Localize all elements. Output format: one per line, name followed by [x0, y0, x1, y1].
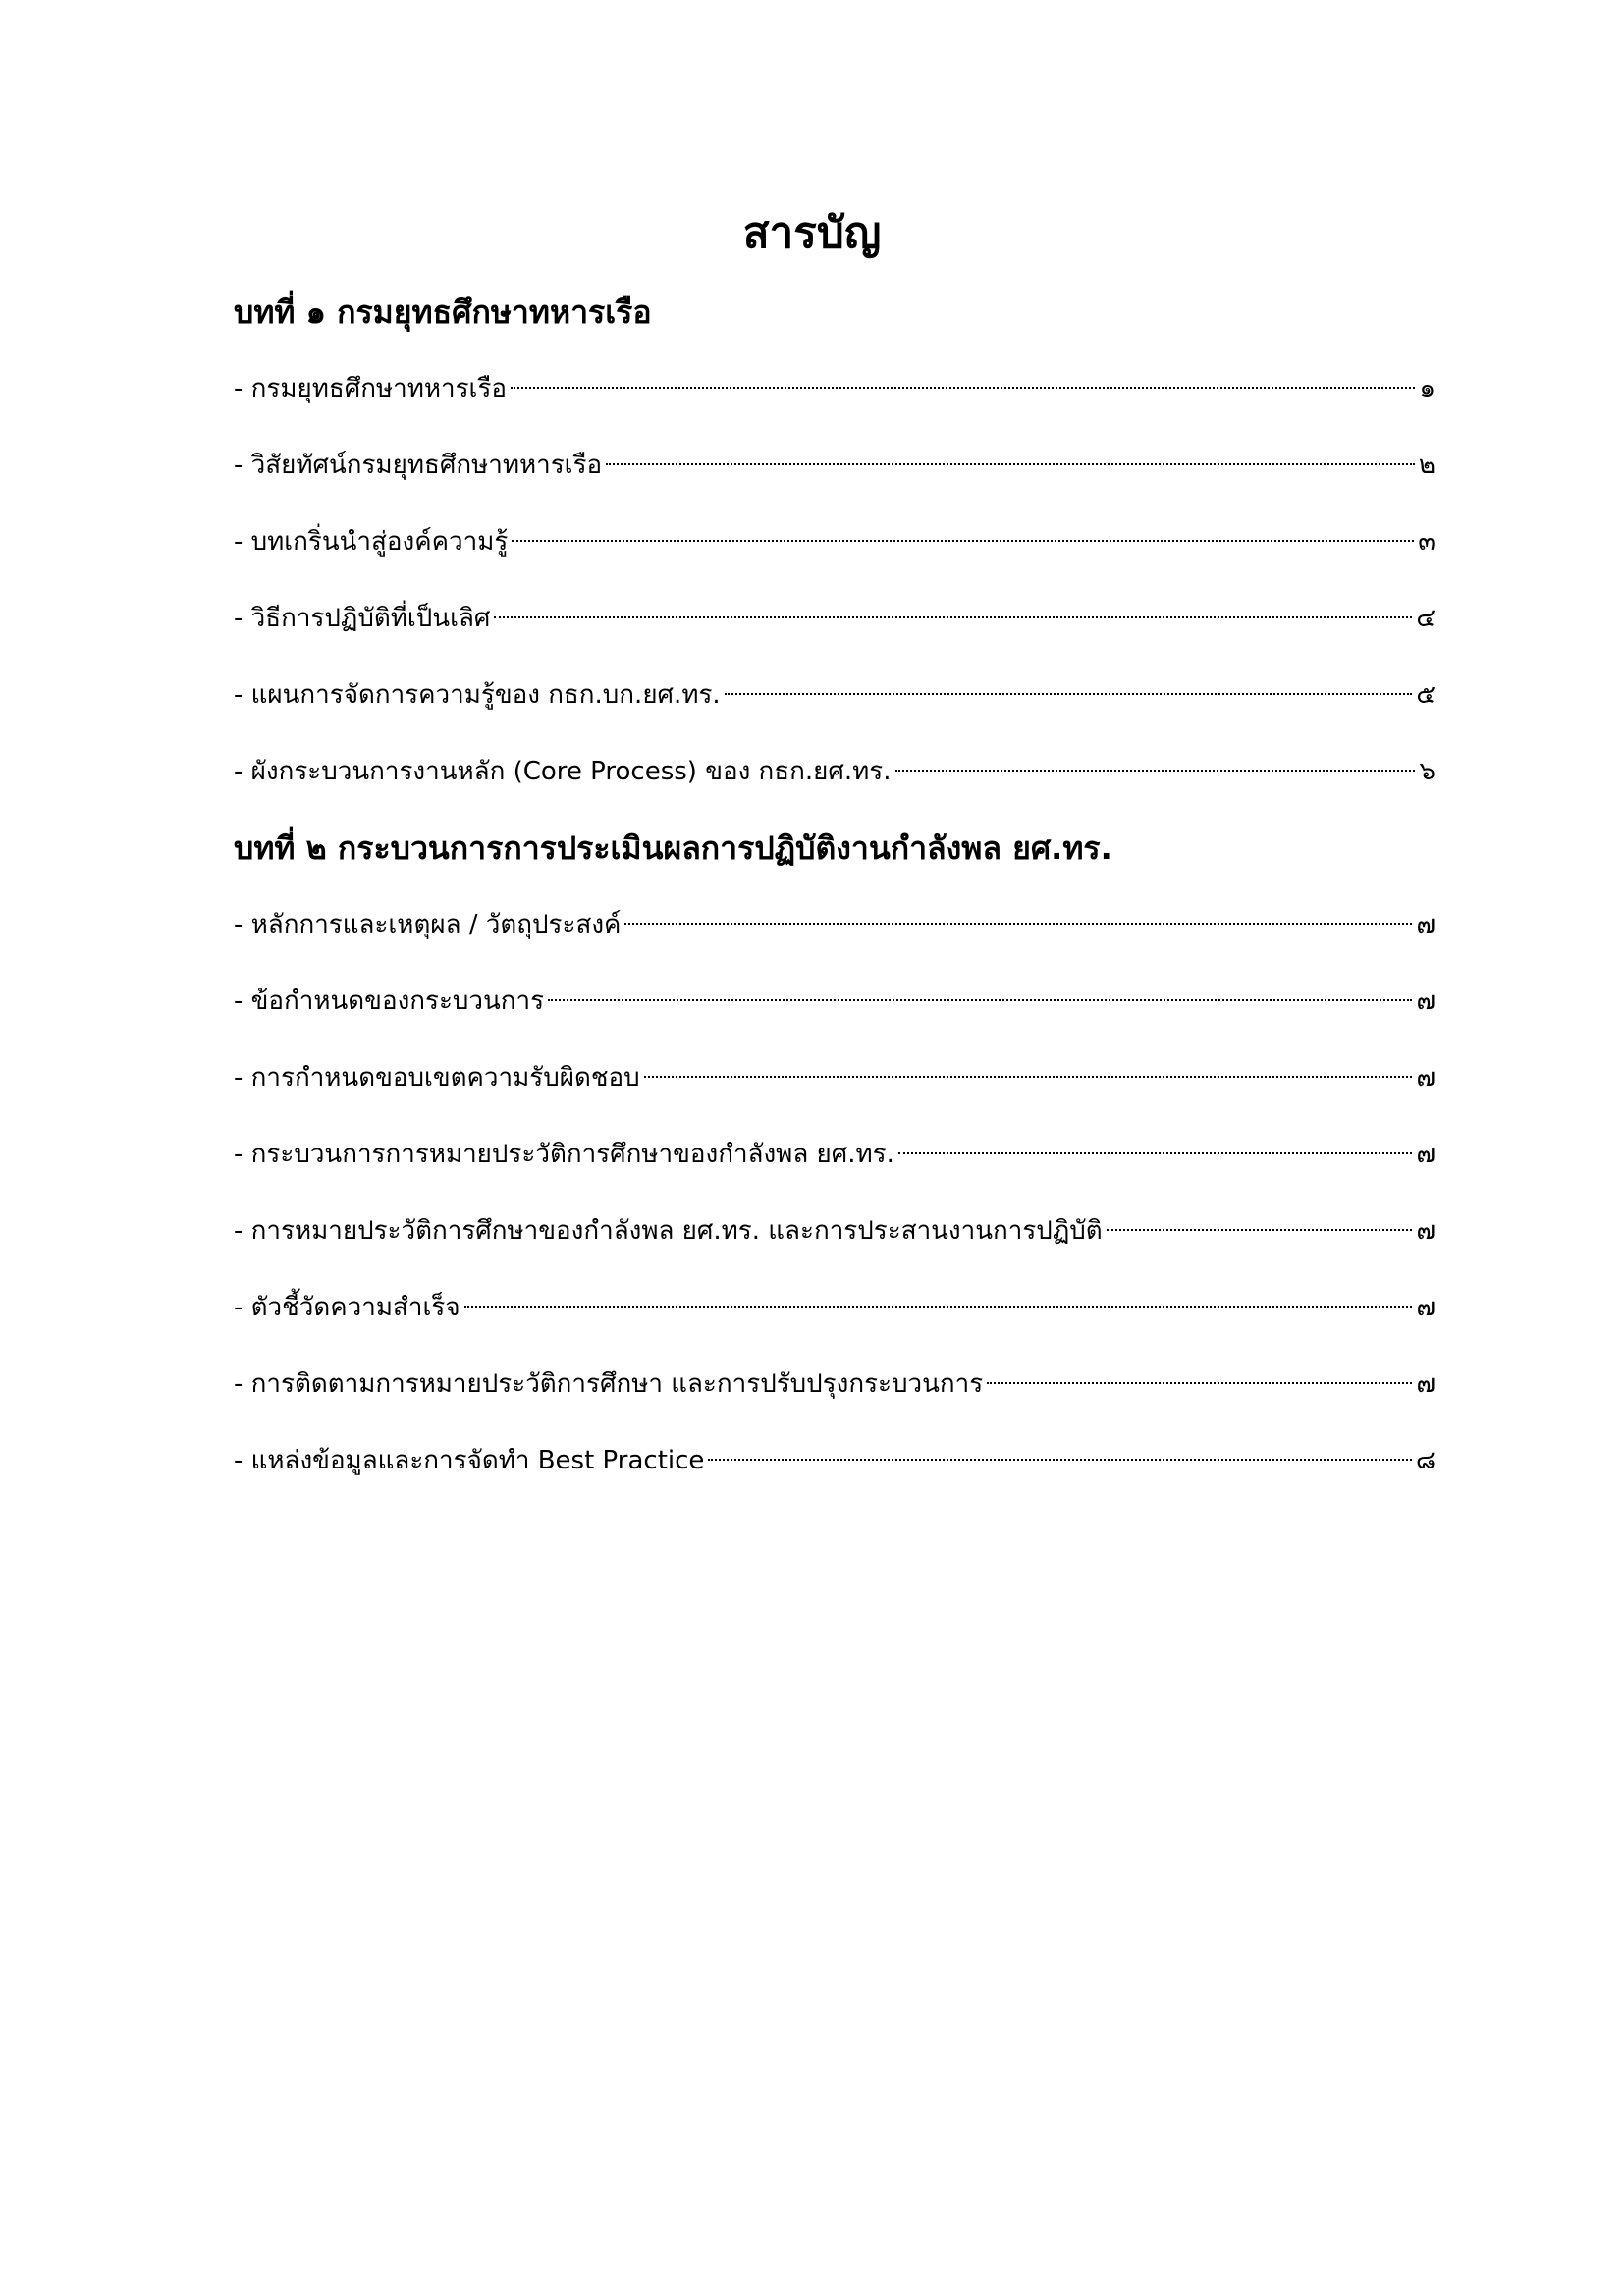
toc-entry: [234, 363, 1435, 414]
dot-leader: [895, 770, 1416, 772]
toc-entry-label: - กรมยุทธศึกษาทหารเรือ: [234, 374, 508, 403]
toc-entry: [234, 1282, 1435, 1333]
dot-leader: [548, 999, 1412, 1001]
toc-entry: [234, 899, 1435, 950]
toc-entry: [234, 669, 1435, 721]
toc-entry: [234, 1435, 1435, 1486]
dot-leader: [464, 1306, 1413, 1308]
toc-entry: [234, 516, 1435, 567]
toc-entry-page: ๒: [1418, 451, 1435, 480]
toc-entry-label: - การหมายประวัติการศึกษาของกำลังพล ยศ.ทร. และการประสานงานการปฏิบัติ: [234, 1216, 1103, 1246]
toc-entry-page: ๗: [1416, 1216, 1435, 1246]
toc-entry-label: - แผนการจัดการความรู้ของ กธก.บก.ยศ.ทร.: [234, 680, 721, 710]
toc-entry-page: ๗: [1416, 987, 1435, 1016]
toc-entry: [234, 1359, 1435, 1410]
toc-entry: [234, 746, 1435, 797]
toc-entry-label: - ผังกระบวนการงานหลัก (Core Process) ของ กธก.ยศ.ทร.: [234, 757, 892, 786]
dot-leader: [1107, 1229, 1413, 1231]
toc-entry: [234, 1205, 1435, 1256]
toc-entry-page: ๗: [1416, 1293, 1435, 1322]
toc-entry: [234, 593, 1435, 644]
toc-entry: [234, 1052, 1435, 1103]
toc-entry-page: ๔: [1416, 604, 1435, 633]
toc-entry-label: - การกำหนดขอบเขตความรับผิดชอบ: [234, 1063, 640, 1093]
dot-leader: [606, 463, 1415, 465]
toc-title: สารบัญ: [742, 208, 882, 258]
chapter-2-heading: บทที่ ๒ กระบวนการการประเมินผลการปฏิบัติงานกำลังพล ยศ.ทร.: [234, 829, 1112, 867]
toc-entry-page: ๑: [1419, 374, 1435, 403]
dot-leader: [708, 1459, 1412, 1461]
dot-leader: [494, 616, 1412, 618]
dot-leader: [987, 1382, 1412, 1384]
toc-entry: [234, 1129, 1435, 1180]
toc-entry-label: - แหล่งข้อมูลและการจัดทำ Best Practice: [234, 1446, 705, 1475]
toc-entry-label: - วิธีการปฏิบัติที่เป็นเลิศ: [234, 604, 491, 633]
dot-leader: [512, 540, 1414, 542]
toc-entry-page: ๗: [1416, 1369, 1435, 1399]
toc-entry-label: - ข้อกำหนดของกระบวนการ: [234, 987, 545, 1016]
toc-entry-label: - หลักการและเหตุผล / วัตถุประสงค์: [234, 910, 622, 939]
toc-entry-page: ๗: [1416, 910, 1435, 939]
dot-leader: [644, 1076, 1413, 1078]
toc-entry-page: ๕: [1416, 680, 1435, 710]
toc-entry-page: ๓: [1418, 527, 1435, 557]
toc-entry-page: ๗: [1416, 1140, 1435, 1169]
toc-entry-label: - การติดตามการหมายประวัติการศึกษา และการปรับปรุงกระบวนการ: [234, 1369, 984, 1399]
chapter-1-heading: บทที่ ๑ กรมยุทธศึกษาทหารเรือ: [234, 294, 652, 331]
toc-entry-label: - กระบวนการการหมายประวัติการศึกษาของกำลังพล ยศ.ทร.: [234, 1140, 894, 1169]
toc-entry-page: ๖: [1419, 757, 1435, 786]
toc-entry: [234, 440, 1435, 491]
toc-entry-label: - วิสัยทัศน์กรมยุทธศึกษาทหารเรือ: [234, 451, 603, 480]
dot-leader: [898, 1152, 1413, 1154]
dot-leader: [511, 387, 1415, 389]
toc-entry-label: - ตัวชี้วัดความสำเร็จ: [234, 1293, 460, 1322]
toc-entry: [234, 976, 1435, 1027]
dot-leader: [725, 693, 1413, 695]
table-of-contents: [234, 287, 1435, 1512]
toc-entry-label: - บทเกริ่นนำสู่องค์ความรู้: [234, 527, 509, 557]
toc-entry-page: ๗: [1416, 1063, 1435, 1093]
dot-leader: [624, 923, 1412, 925]
toc-entry-page: ๘: [1415, 1446, 1435, 1475]
